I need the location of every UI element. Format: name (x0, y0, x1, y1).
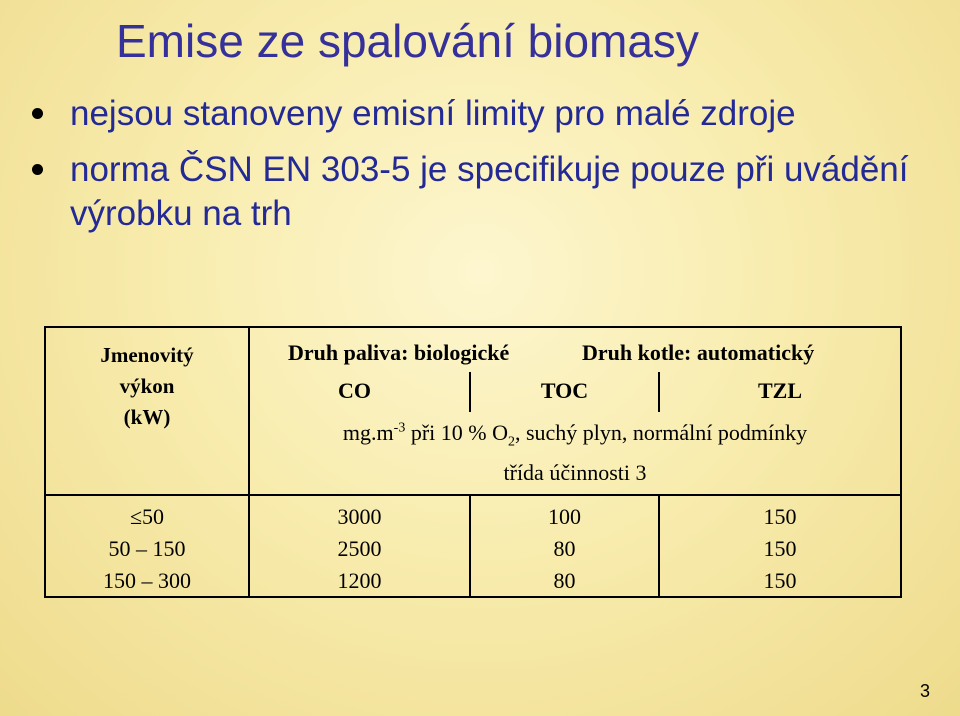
power-value: ≤50 (129, 504, 165, 529)
slide-title: Emise ze spalování biomasy (116, 15, 699, 67)
tzl-value: 150 (763, 536, 797, 561)
power-header (46, 340, 248, 433)
co-value: 2500 (337, 536, 382, 561)
fuel-type: Druh paliva: biologické (288, 340, 510, 365)
bullet-text: norma ČSN EN 303-5 je specifikuje pouze při uvádění výrobku na trh (70, 150, 909, 233)
boiler-type: Druh kotle: automatický (582, 340, 815, 365)
power-value: 150 – 300 (103, 568, 191, 593)
toc-value: 80 (553, 536, 576, 561)
col-header-tzl: TZL (757, 378, 803, 403)
unit-suffix: , suchý plyn, normální podmínky (514, 420, 808, 445)
co-value: 3000 (337, 504, 382, 529)
toc-value: 100 (548, 504, 581, 529)
unit-line (250, 420, 900, 450)
col-header-toc: TOC (540, 378, 589, 403)
bullet-icon (32, 108, 43, 119)
bullet-list (26, 92, 936, 248)
co-value: 1200 (337, 568, 382, 593)
power-header-line: výkon (119, 374, 175, 398)
power-header-line: Jmenovitý (100, 343, 194, 367)
table-divider (46, 494, 900, 496)
efficiency-class: třída účinnosti 3 (503, 460, 647, 485)
power-value: 50 – 150 (108, 536, 186, 561)
emission-limits-table (44, 326, 902, 598)
col-header-co: CO (338, 378, 371, 403)
unit-mid: při 10 % O (410, 420, 508, 445)
bullet-text: nejsou stanoveny emisní limity pro malé zdroje (70, 94, 796, 133)
tzl-value: 150 (763, 568, 797, 593)
power-header-line: (kW) (123, 405, 171, 429)
unit-exponent: -3 (393, 420, 406, 436)
tzl-value: 150 (763, 504, 797, 529)
unit-subscript: 2 (507, 434, 515, 450)
bullet-icon (32, 164, 43, 175)
bullet-item (26, 92, 936, 136)
toc-value: 80 (553, 568, 576, 593)
bullet-item (26, 148, 936, 236)
unit-prefix: mg.m (342, 420, 394, 445)
page-number: 3 (919, 681, 930, 701)
